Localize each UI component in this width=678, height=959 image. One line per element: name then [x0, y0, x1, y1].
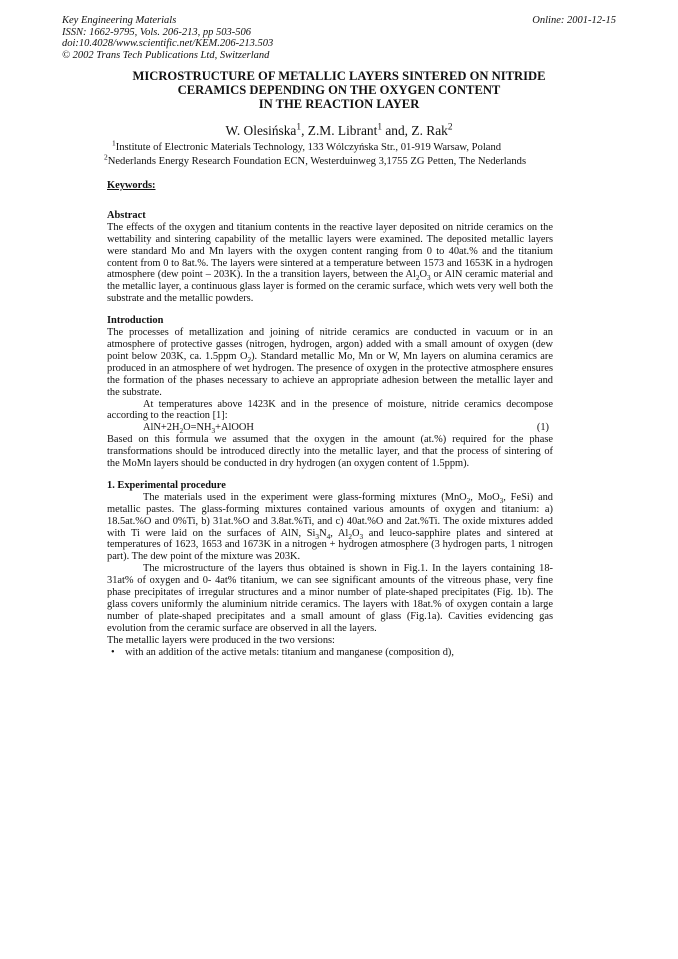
paper-body: [107, 180, 553, 659]
affiliation-mark: 2: [104, 151, 108, 161]
subscript: 3: [315, 532, 320, 541]
author-name: Z.M. Librant: [307, 123, 378, 138]
abstract-text: [107, 222, 553, 305]
author-list: [62, 123, 616, 139]
keywords-label: Keywords:: [107, 180, 156, 191]
subscript: 3: [499, 496, 504, 505]
introduction-heading: Introduction: [107, 315, 164, 327]
author-affiliation-mark: 1: [296, 122, 302, 133]
author-affiliation-mark: 1: [377, 122, 382, 133]
subscript: 3: [359, 532, 364, 541]
doi-line: doi:10.4028/www.scientific.net/KEM.206-213.503: [62, 38, 274, 49]
affiliation-text: Institute of Electronic Materials Technology, 133 Wólczyńska Str., 01-919 Warsaw, Poland: [115, 142, 502, 153]
title-line: IN THE REACTION LAYER: [258, 97, 420, 111]
online-date: Online: 2001-12-15: [532, 15, 616, 26]
text-run: The processes of metallization and joining of nitride ceramics are conducted in vacuum or in an atmosphere of protective gasses (nitrogen, hydrogen, argon) added with a small amount of oxygen (dew point below 203K, ca. 1.5ppm O: [107, 327, 553, 362]
journal-name: Key Engineering Materials: [62, 15, 177, 26]
copyright-line: © 2002 Trans Tech Publications Ltd, Switzerland: [62, 49, 270, 61]
subscript: 4: [326, 532, 331, 541]
text-run: or AlN ceramic material and the metallic layer, a continuous glass layer is formed on the ceramic surface, which wets very well both the substrate and the metallic powders.: [107, 269, 553, 305]
subscript: 3: [211, 427, 216, 436]
subscript: 2: [179, 427, 184, 436]
text-run: The effects of the oxygen and titanium contents in the reactive layer deposited on nitride ceramics on the wettability and sintering capability of the metallic layers were examined. The deposited metallic layers were standard Mo and Mn layers with the oxygen content ranging from 0 to 40at.% and the titanium content from 0 to 8at.%. The layers were sintered at a temperature between 1573 and 1653K in a hydrogen atmosphere (dew point – 203K). In the a transition layers, between the Al: [107, 221, 553, 281]
text-run: O: [351, 527, 360, 539]
equation-1: [107, 422, 553, 434]
subscript: 2: [415, 274, 420, 283]
introduction-paragraph: At temperatures above 1423K and in the presence of moisture, nitride ceramics decompose according to the reaction [1]:: [107, 398, 553, 422]
subscript: 2: [466, 496, 471, 505]
affiliation-1: [104, 138, 526, 155]
experimental-heading: 1. Experimental procedure: [107, 479, 226, 491]
affiliations: [104, 138, 527, 168]
affiliation-2: [104, 151, 527, 169]
text-run: , FeSi) and metallic pastes. The glass-forming mixtures contained various amounts of oxygen and titanium: a) 18.5at.%O and 0%Ti, b) 31at.%O and 3.8at.%Ti, and c) 40at.%O and 2at.%Ti. The oxide mixtures added with Ti were laid on the surfaces of AlN, Si: [107, 491, 553, 539]
journal-header: [62, 15, 273, 61]
issn-line: ISSN: 1662-9795, Vols. 206-213, pp 503-506: [62, 26, 251, 38]
affiliation-mark: 1: [112, 138, 116, 148]
author-affiliation-mark: 2: [447, 122, 453, 133]
subscript: 2: [348, 532, 352, 541]
subscript: 2: [247, 355, 252, 364]
text-run: AlN+2H: [143, 422, 180, 434]
title-line: CERAMICS DEPENDING ON THE OXYGEN CONTENT: [177, 83, 501, 97]
text-run: , Al: [330, 527, 349, 539]
experimental-paragraph: The microstructure of the layers thus obtained is shown in Fig.1. In the layers containing 18-31at% of oxygen and 0- 4at% titanium, we can see significant amounts of the vitreous phase, very fine phase precipitates of irregular structures and a minor number of plate-shaped precipitates (Fig. 1b). The glass covers uniformly the aluminium nitride ceramics. The layers with 18at.% of oxygen contain a large number of plate-shaped precipitates and a small amount of glass (Fig.1a). Cavities evidencing gas evolution from the ceramic surface are observed in all the layers.: [107, 563, 553, 634]
text-run: O=NH: [183, 422, 212, 434]
paper-title: [62, 69, 616, 111]
list-item-text: with an addition of the active metals: titanium and manganese (composition d),: [125, 646, 454, 658]
bullet-icon: •: [111, 646, 115, 658]
subscript: 3: [426, 274, 431, 283]
introduction-paragraph: Based on this formula we assumed that the oxygen in the amount (at.%) required for the phase transformations should be introduced directly into the metallic layer, and that the process of sintering of the MoMn layers should be conducted in dry hydrogen (an oxygen content of 1.5ppm).: [107, 434, 553, 470]
list-item: [107, 647, 553, 659]
affiliation-text: Nederlands Energy Research Foundation ECN, Westerduinweg 3,1755 ZG Petten, The Nederlands: [107, 155, 527, 167]
author-separator: ,: [301, 123, 308, 138]
text-run: The materials used in the experiment were glass-forming mixtures (MnO: [143, 491, 467, 503]
equation-number: (1): [536, 422, 549, 434]
text-run: and leuco-sapphire plates and sintered at temperatures of 1623, 1653 and 1673K in a nitrogen + hydrogen atmosphere (3 hydrogen parts, 1 nitrogen part). The dew point of the mixture was 203K.: [107, 527, 554, 563]
author-name: Z. Rak: [411, 123, 448, 138]
text-run: ). Standard metallic Mo, Mn or W, Mn layers on alumina ceramics are produced in an atmosphere of wet hydrogen. The presence of oxygen in the protective atmosphere ensures the formation of the phases necessary to achieve an appropriate adhesion between the metallic layer and the substrate.: [107, 350, 553, 398]
author-name: W. Olesińska: [225, 123, 297, 138]
title-line: MICROSTRUCTURE OF METALLIC LAYERS SINTERED ON NITRIDE: [132, 69, 546, 83]
text-run: , MoO: [470, 491, 500, 503]
author-separator: and,: [382, 123, 412, 138]
abstract-heading: Abstract: [107, 209, 146, 221]
introduction-paragraph: [107, 327, 553, 398]
text-run: +AlOOH: [215, 422, 254, 434]
text-run: O: [419, 269, 427, 281]
experimental-paragraph: The metallic layers were produced in the two versions:: [107, 634, 335, 646]
experimental-paragraph: [107, 492, 553, 563]
text-run: N: [319, 527, 327, 539]
